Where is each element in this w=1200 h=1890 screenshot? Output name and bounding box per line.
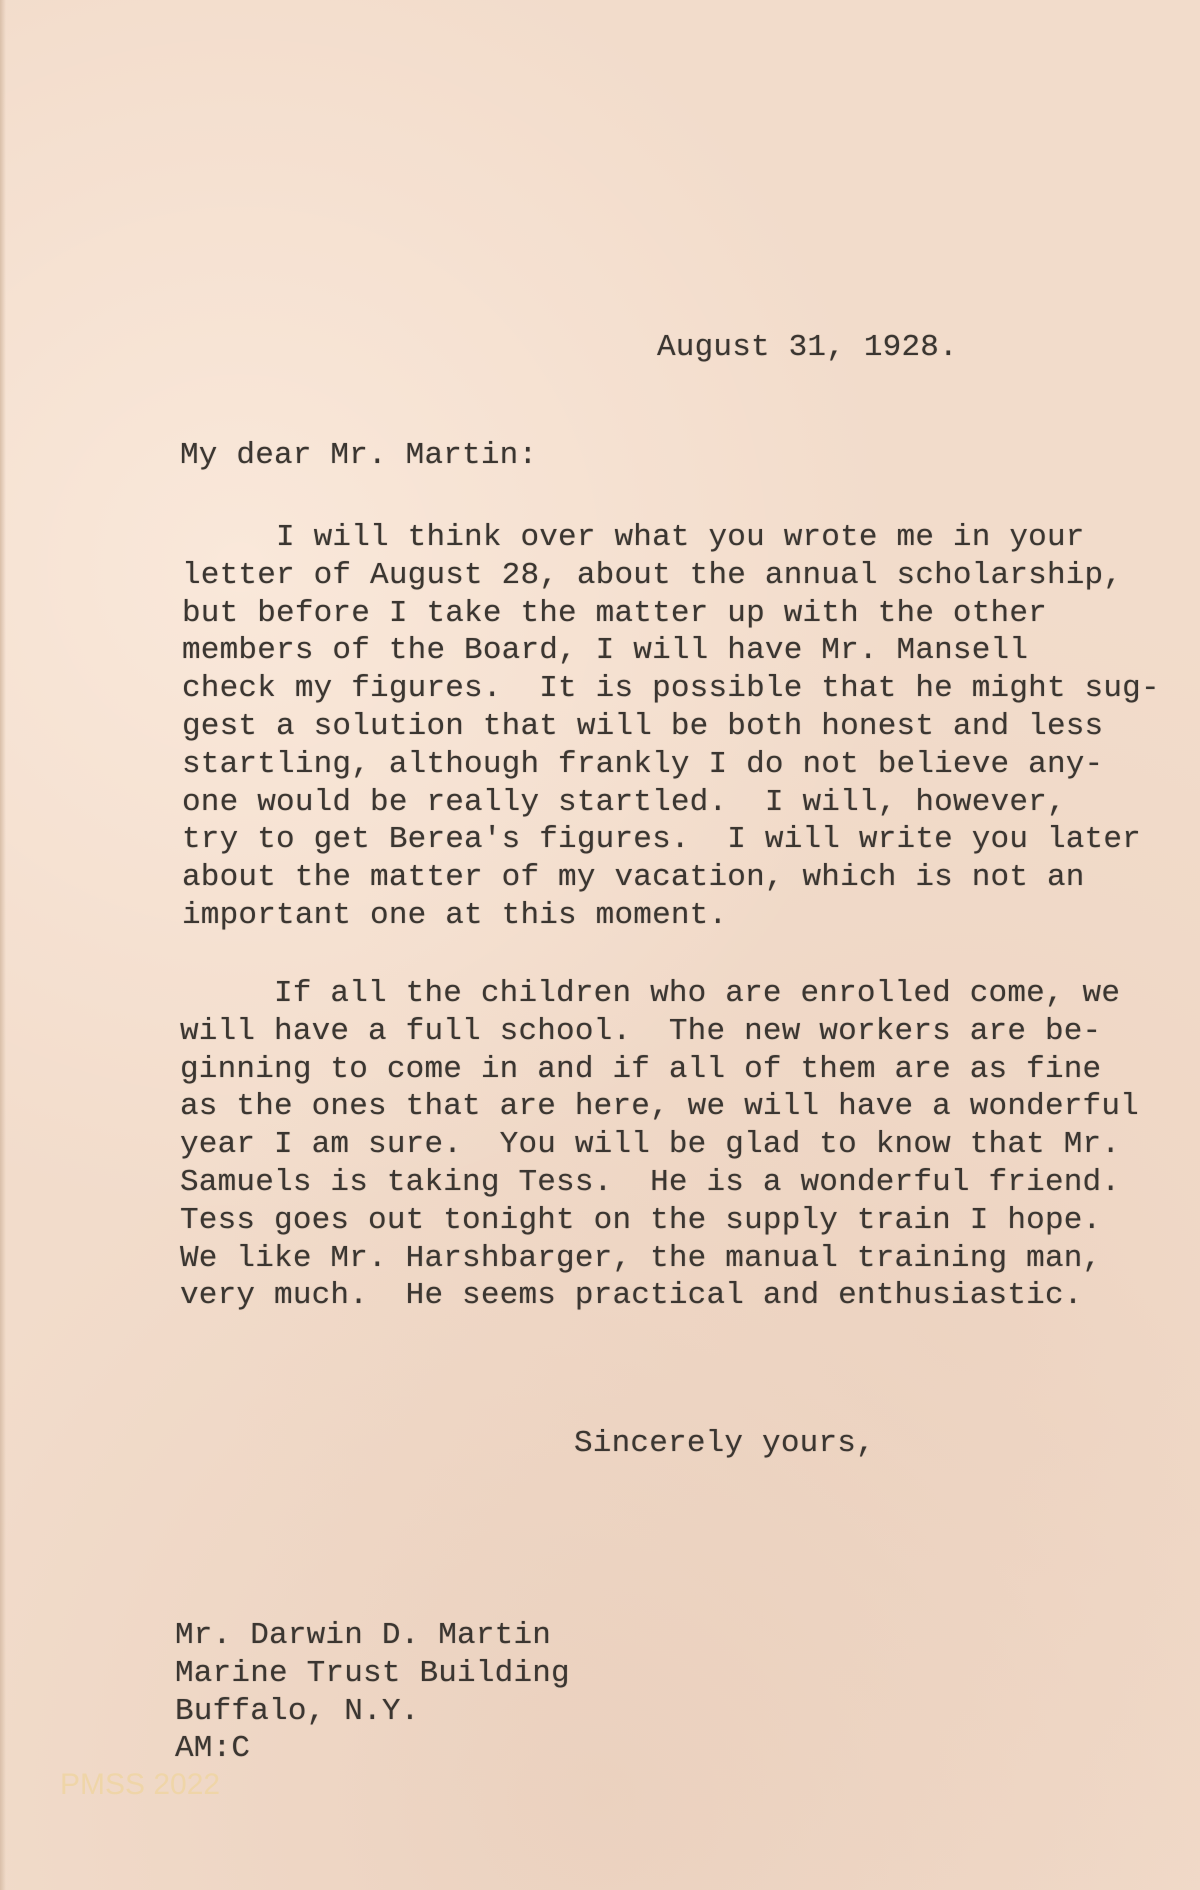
text-line: ginning to come in and if all of them are as fine <box>180 1051 1102 1087</box>
address-line: Mr. Darwin D. Martin <box>175 1618 552 1653</box>
address-line: Buffalo, N.Y. <box>175 1693 420 1729</box>
text-line: but before I take the matter up with the other <box>182 595 1047 631</box>
text-line: We like Mr. Harshbarger, the manual training man, <box>180 1240 1102 1276</box>
salutation: My dear Mr. Martin: <box>180 438 538 473</box>
text-line: as the ones that are here, we will have a wonderful <box>180 1089 1139 1125</box>
text-line: members of the Board, I will have Mr. Mansell <box>182 633 1029 669</box>
reference-initials: AM:C <box>175 1731 251 1767</box>
address-line: Marine Trust Building <box>175 1655 570 1691</box>
text-line: I will think over what you wrote me in your <box>182 520 1085 555</box>
text-line: important one at this moment. <box>182 897 728 933</box>
text-line: will have a full school. The new workers are be- <box>180 1013 1102 1049</box>
paper-edge <box>0 0 6 1890</box>
text-line: year I am sure. You will be glad to know that Mr. <box>180 1127 1121 1163</box>
text-line: Tess goes out tonight on the supply train I hope. <box>180 1202 1102 1238</box>
closing: Sincerely yours, <box>574 1426 875 1461</box>
text-line: one would be really startled. I will, however, <box>182 784 1066 820</box>
letter-date: August 31, 1928. <box>657 330 958 365</box>
text-line: very much. He seems practical and enthusiastic. <box>180 1278 1083 1314</box>
paragraph-1 <box>182 519 1160 935</box>
paragraph-2 <box>180 975 1139 1315</box>
text-line: about the matter of my vacation, which is not an <box>182 860 1085 896</box>
text-line: Samuels is taking Tess. He is a wonderful friend. <box>180 1164 1121 1200</box>
text-line: try to get Berea's figures. I will write you later <box>182 822 1141 858</box>
text-line: check my figures. It is possible that he might sug- <box>182 671 1160 707</box>
watermark: PMSS 2022 <box>60 1768 221 1801</box>
text-line: startling, although frankly I do not believe any- <box>182 746 1104 782</box>
text-line: letter of August 28, about the annual scholarship, <box>182 557 1123 593</box>
text-line: gest a solution that will be both honest and less <box>182 708 1104 744</box>
text-line: If all the children who are enrolled come, we <box>180 976 1121 1011</box>
recipient-address <box>175 1617 570 1768</box>
